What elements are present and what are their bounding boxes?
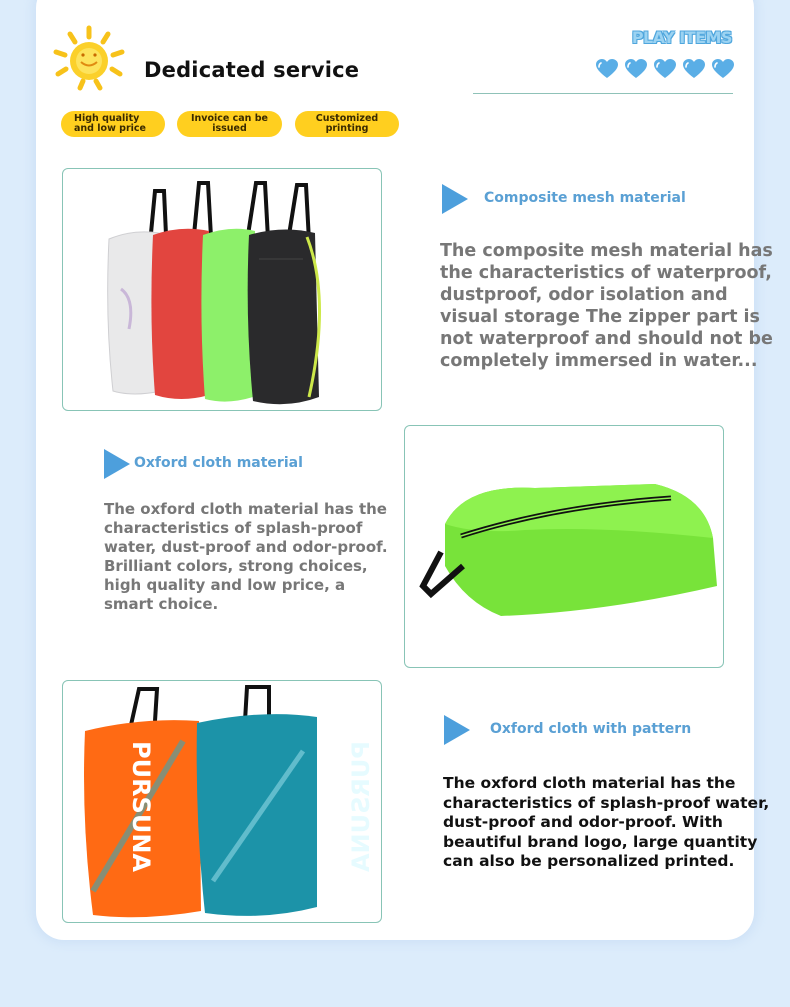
sun-icon xyxy=(50,24,128,96)
print-logo-text: PURSUNA xyxy=(127,741,155,872)
green-oxford-bag-photo xyxy=(404,425,724,668)
triangle-bullet-icon xyxy=(441,183,469,215)
heart-icon xyxy=(595,58,619,80)
triangle-bullet-icon xyxy=(103,448,131,480)
heart-icon xyxy=(653,58,677,80)
section-title-mesh: Composite mesh material xyxy=(484,190,686,206)
tag-invoice: Invoice can be issued xyxy=(177,111,282,137)
tag-custom-printing: Customized printing xyxy=(295,111,399,137)
heart-icon xyxy=(624,58,648,80)
tag-quality-price: High quality and low price xyxy=(61,111,165,137)
header-divider xyxy=(473,93,733,94)
section-desc-oxford: The oxford cloth material has the characteristics of splash-proof water, dust-proof and odor-proof. Brilliant colors, strong choices, high quality and low price, a smart choice. xyxy=(104,500,388,613)
triangle-bullet-icon xyxy=(443,714,471,746)
section-desc-pattern: The oxford cloth material has the characteristics of splash-proof water, dust-proof and odor-proof. With beautiful brand logo, large quantity can also be personalized printed. xyxy=(443,774,770,870)
section-title-oxford: Oxford cloth material xyxy=(134,455,303,471)
section-desc-mesh: The composite mesh material has the characteristics of waterproof, dustproof, odor isolation and visual storage The zipper part is not waterproof and should not be completely immersed in water... xyxy=(440,241,773,371)
hearts-row xyxy=(595,58,735,80)
printed-oxford-bags-photo xyxy=(62,680,382,923)
print-logo-text: PURSUNA xyxy=(347,741,375,872)
heart-icon xyxy=(711,58,735,80)
section-title-pattern: Oxford cloth with pattern xyxy=(490,721,692,737)
heart-icon xyxy=(682,58,706,80)
mesh-shoe-bags-photo xyxy=(62,168,382,411)
brand-logo: PLAY ITEMS xyxy=(631,28,732,47)
page-title: Dedicated service xyxy=(144,58,360,82)
